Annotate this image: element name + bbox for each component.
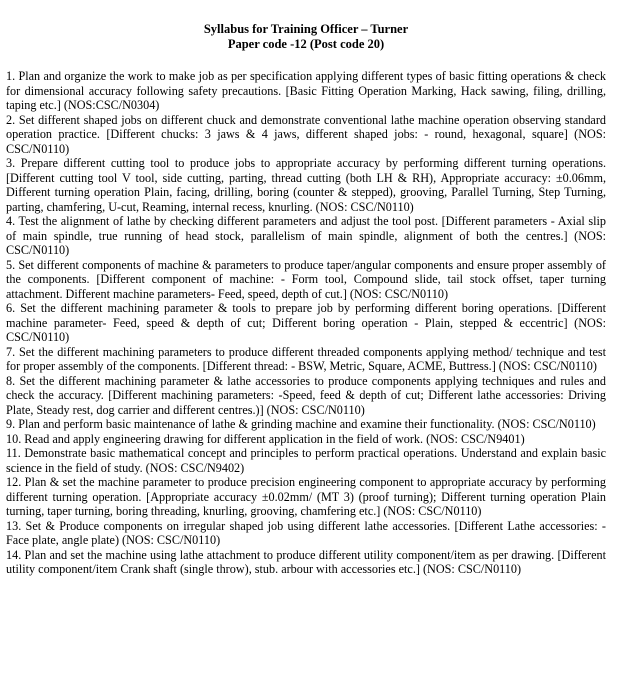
syllabus-item-1: 1. Plan and organize the work to make job as per specification applying different types of basic fitting operations & check for dimensional accuracy following safety precautions. [Basic Fitting Operation Marking, Hack sawing, filing, drilling, taping etc.] (NOS:CSC/N0304): [6, 69, 606, 112]
document-subtitle: Paper code -12 (Post code 20): [227, 37, 385, 51]
syllabus-item-14: 14. Plan and set the machine using lathe attachment to produce different utility component/item as per drawing. [Different utility component/item Crank shaft (single throw), stub. arbour with accessories etc.] (NOS: CSC/N0110): [6, 547, 606, 576]
syllabus-item-12: 12. Plan & set the machine parameter to produce precision engineering component to appropriate accuracy by performing different turning operation. [Appropriate accuracy ±0.02mm/ (MT 3) (proof turning); Different turning operation Plain turning, taper turning, boring threading, knurling, grooving, chamfering etc.] (NOS: CSC/N0110): [6, 475, 606, 518]
syllabus-item-3: 3. Prepare different cutting tool to produce jobs to appropriate accuracy by performing different turning operations. [Different cutting tool V tool, side cutting, parting, thread cutting (both LH & RH), Appropriate accuracy: ±0.06mm, Different turning operation Plain, facing, drilling, boring (counter & stepped), grooving, Parallel Turning, Step Turning, parting, chamfering, U-cut, Reaming, internal recess, knurling. (NOS: CSC/N0110): [6, 156, 606, 214]
syllabus-item-5: 5. Set different components of machine & parameters to produce taper/angular components and ensure proper assembly of the components. [Different component of machine: - Form tool, Compound slide, tail stock offset, taper turning attachment. Different machine parameters- Feed, speed, depth of cut.] (NOS: CSC/N0110): [6, 257, 606, 301]
syllabus-item-9: 9. Plan and perform basic maintenance of lathe & grinding machine and examine their functionality. (NOS: CSC/N0110): [6, 417, 596, 431]
syllabus-item-2: 2. Set different shaped jobs on different chuck and demonstrate conventional lathe machine operation observing standard operation practice. [Different chucks: 3 jaws & 4 jaws, different shaped jobs: - round, hexagonal, square] (NOS: CSC/N0110): [6, 112, 606, 156]
syllabus-item-6: 6. Set the different machining parameter & tools to prepare job by performing different boring operations. [Different machine parameter- Feed, speed & depth of cut; Different boring operation - Plain, stepped & eccentric] (NOS: CSC/N0110): [6, 301, 606, 344]
syllabus-item-11: 11. Demonstrate basic mathematical concept and principles to perform practical operations. Understand and explain basic science in the field of study. (NOS: CSC/N9402): [6, 446, 606, 475]
syllabus-item-8: 8. Set the different machining parameter & lathe accessories to produce components applying techniques and rules and check the accuracy. [Different machining parameters: -Speed, feed & depth of cut; Different lathe accessories: Driving Plate, Steady rest, dog carrier and different centres.)] (NOS: CSC/N0110): [6, 373, 606, 417]
syllabus-item-4: 4. Test the alignment of lathe by checking different parameters and adjust the tool post. [Different parameters - Axial slip of main spindle, true running of head stock, parallelism of main spindle, alignment of both the centres.] (NOS: CSC/N0110): [6, 214, 606, 257]
syllabus-item-13: 13. Set & Produce components on irregular shaped job using different lathe accessories. [Different Lathe accessories: - Face plate, angle plate) (NOS: CSC/N0110): [6, 518, 606, 547]
syllabus-item-10: 10. Read and apply engineering drawing for different application in the field of work. (NOS: CSC/N9401): [6, 431, 525, 446]
syllabus-list: [6, 69, 606, 577]
document-title: Syllabus for Training Officer – Turner: [203, 22, 409, 36]
syllabus-page: [6, 22, 606, 577]
syllabus-item-7: 7. Set the different machining parameters to produce different threaded components applying method/ technique and test for proper assembly of the components. [Different thread: - BSW, Metric, Square, ACME, Buttress.] (NOS: CSC/N0110): [6, 344, 606, 373]
